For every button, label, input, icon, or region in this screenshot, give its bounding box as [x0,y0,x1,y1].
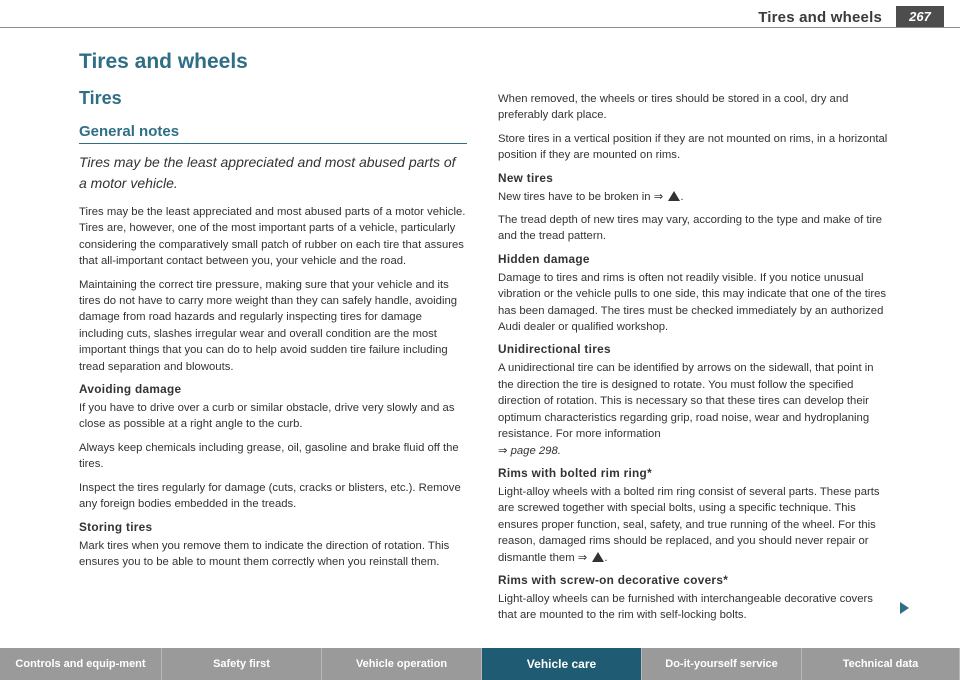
paragraph: Damage to tires and rims is often not readily visible. If you notice unusual vibration or the vehicle pulls to one side, this may indicate that one of the tires has been damaged. The tires must be checked immediately by an authorized Audi dealer or qualified workshop. [498,271,887,334]
tab-technical-data[interactable]: Technical data [802,648,960,680]
subsection-title: General notes [79,123,467,144]
paragraph: Inspect the tires regularly for damage (cuts, cracks or blisters, etc.). Remove any foreign bodies embedded in the treads. [79,481,461,511]
paragraph: The tread depth of new tires may vary, according to the type and make of tire and the tread pattern. [498,214,883,243]
subheading-avoiding-damage: Avoiding damage [79,382,182,397]
subheading-new-tires: New tires [498,170,554,185]
paragraph: If you have to drive over a curb or similar obstacle, drive very slowly and as close as possible at a right angle to the curb. [79,402,455,431]
tab-safety-first[interactable]: Safety first [162,648,322,680]
page-reference-link[interactable]: ⇒ page 298. [498,444,561,457]
new-tires-text: New tires have to be broken in ⇒ [498,190,664,203]
bolted-rim-text: Light-alloy wheels with a bolted rim ring consist of several parts. These parts are screwed together with special bolts, using a specific technique. This ensures proper function, seal, safety, and true running of the wheel. For this reason, damaged rims should be replaced, and you should never repair or dismantle them ⇒ [498,485,880,564]
subheading-decorative-covers: Rims with screw-on decorative covers* [498,572,729,587]
paragraph: When removed, the wheels or tires should be stored in a cool, dry and preferably dark place. [498,93,849,122]
paragraph: Light-alloy wheels can be furnished with interchangeable decorative covers that are mounted to the rim with self-locking bolts. [498,592,873,622]
header-rule [0,27,960,28]
paragraph: Always keep chemicals including grease, oil, gasoline and brake fluid off the tires. [79,441,459,471]
continue-arrow-icon [900,602,909,614]
paragraph: Tires may be the least appreciated and most abused parts of a motor vehicle. Tires are, however, one of the most important parts of a vehicle, particularly considering the comparatively small patch of rubber on each tire that assures that all-important contact between you, your vehicle and the road. [79,206,466,268]
right-column [498,91,888,631]
running-header: Tires and wheels [758,9,882,26]
section-title: Tires [79,88,122,108]
paragraph: Mark tires when you remove them to indicate the direction of rotation. This ensures you to be able to mount them correctly when you reinstall them. [79,539,450,568]
tab-vehicle-care[interactable]: Vehicle care [482,648,642,680]
warning-icon[interactable] [592,552,604,562]
page-number: 267 [896,6,944,28]
unidirectional-text: A unidirectional tire can be identified by arrows on the sidewall, that point in the direction the tire is designed to rotate. You must follow the specified direction of rotation. This is necessary so that these tires can develop their optimum characteristics regarding grip, road noise, wear and hydroplaning resistance. For more information [498,362,874,441]
tab-do-it-yourself-service[interactable]: Do-it-yourself service [642,648,802,680]
chapter-title: Tires and wheels [79,50,248,73]
subheading-hidden-damage: Hidden damage [498,251,590,266]
left-column [79,50,467,577]
paragraph: Store tires in a vertical position if they are not mounted on rims, in a horizontal position if they are mounted on rims. [498,132,888,162]
subheading-storing-tires: Storing tires [79,519,153,534]
tab-controls-and-equipment[interactable]: Controls and equip-ment [0,648,162,680]
subheading-bolted-rim-ring: Rims with bolted rim ring* [498,465,652,480]
subheading-unidirectional-tires: Unidirectional tires [498,342,611,357]
paragraph: New tires have to be broken in ⇒ . [498,190,684,203]
paragraph: Maintaining the correct tire pressure, making sure that your vehicle and its tires do not have to carry more weight than they can safely handle, avoiding damage from road hazards and regularly inspecting tires for damage including cuts, slashes irregular wear and overall condition are the most important things that you can do to help avoid sudden tire failure including tread separation and blowouts. [79,278,458,373]
paragraph [498,360,888,458]
tab-vehicle-operation[interactable]: Vehicle operation [322,648,482,680]
paragraph: Light-alloy wheels with a bolted rim ring consist of several parts. These parts are screwed together with special bolts, using a specific technique. This ensures proper function, seal, safety, and true running of the wheel. For this reason, damaged rims should be replaced, and you should never repair or dismantle them ⇒ . [498,485,880,564]
lead-text: Tires may be the least appreciated and most abused parts of a motor vehicle. [79,154,456,191]
warning-icon[interactable] [668,191,680,201]
chapter-nav [0,648,960,680]
